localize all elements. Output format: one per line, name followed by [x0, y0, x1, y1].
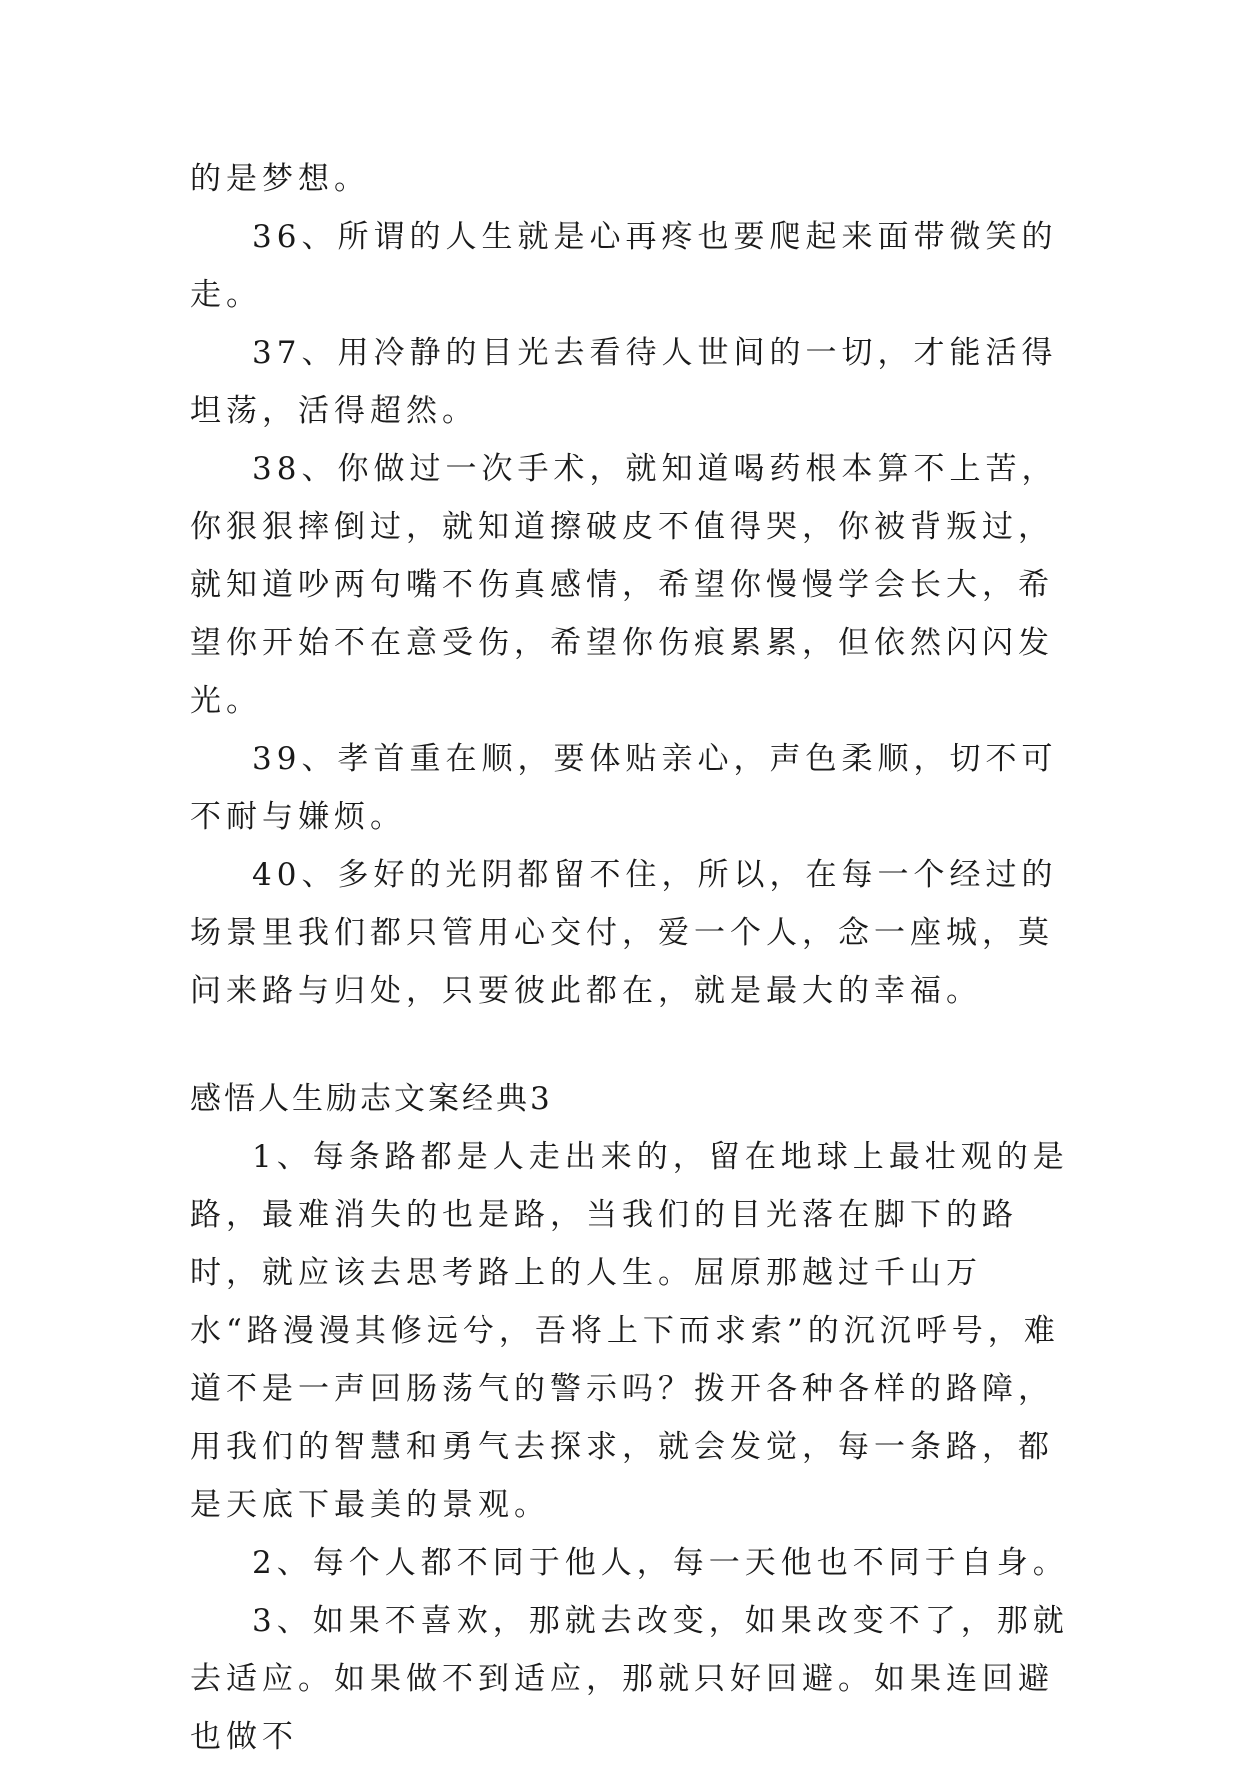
section-heading: 感悟人生励志文案经典3: [190, 1081, 553, 1117]
paragraph-item-38: 38、你做过一次手术，就知道喝药根本算不上苦，你狠狠摔倒过，就知道擦破皮不值得哭，你被背叛过，就知道吵两句嘴不伤真感情，希望你慢慢学会长大，希望你开始不在意受伤，希望你伤痕累累，但依然闪闪发光。: [190, 451, 1058, 719]
paragraph-item-36: 36、所谓的人生就是心再疼也要爬起来面带微笑的走。: [190, 219, 1058, 313]
paragraph-item-1: 1、每条路都是人走出来的，留在地球上最壮观的是路，最难消失的也是路，当我们的目光落在脚下的路时，就应该去思考路上的人生。屈原那越过千山万水“路漫漫其修远兮，吾将上下而求索”的沉沉呼号，难道不是一声回肠荡气的警示吗？拨开各种各样的路障，用我们的智慧和勇气去探求，就会发觉，每一条路，都是天底下最美的景观。: [190, 1139, 1069, 1523]
paragraph-item-39: 39、孝首重在顺，要体贴亲心，声色柔顺，切不可不耐与嫌烦。: [190, 741, 1058, 835]
paragraph-item-3: 3、如果不喜欢，那就去改变，如果改变不了，那就去适应。如果做不到适应，那就只好回避。如果连回避也做不: [190, 1603, 1069, 1755]
document-body: [190, 150, 1070, 1766]
paragraph-item-40: 40、多好的光阴都留不住，所以，在每一个经过的场景里我们都只管用心交付，爱一个人，念一座城，莫问来路与归处，只要彼此都在，就是最大的幸福。: [190, 857, 1058, 1009]
paragraph-continuation: 的是梦想。: [190, 161, 370, 197]
paragraph-item-2: 2、每个人都不同于他人，每一天他也不同于自身。: [252, 1545, 1069, 1581]
paragraph-item-37: 37、用冷静的目光去看待人世间的一切，才能活得坦荡，活得超然。: [190, 335, 1058, 429]
